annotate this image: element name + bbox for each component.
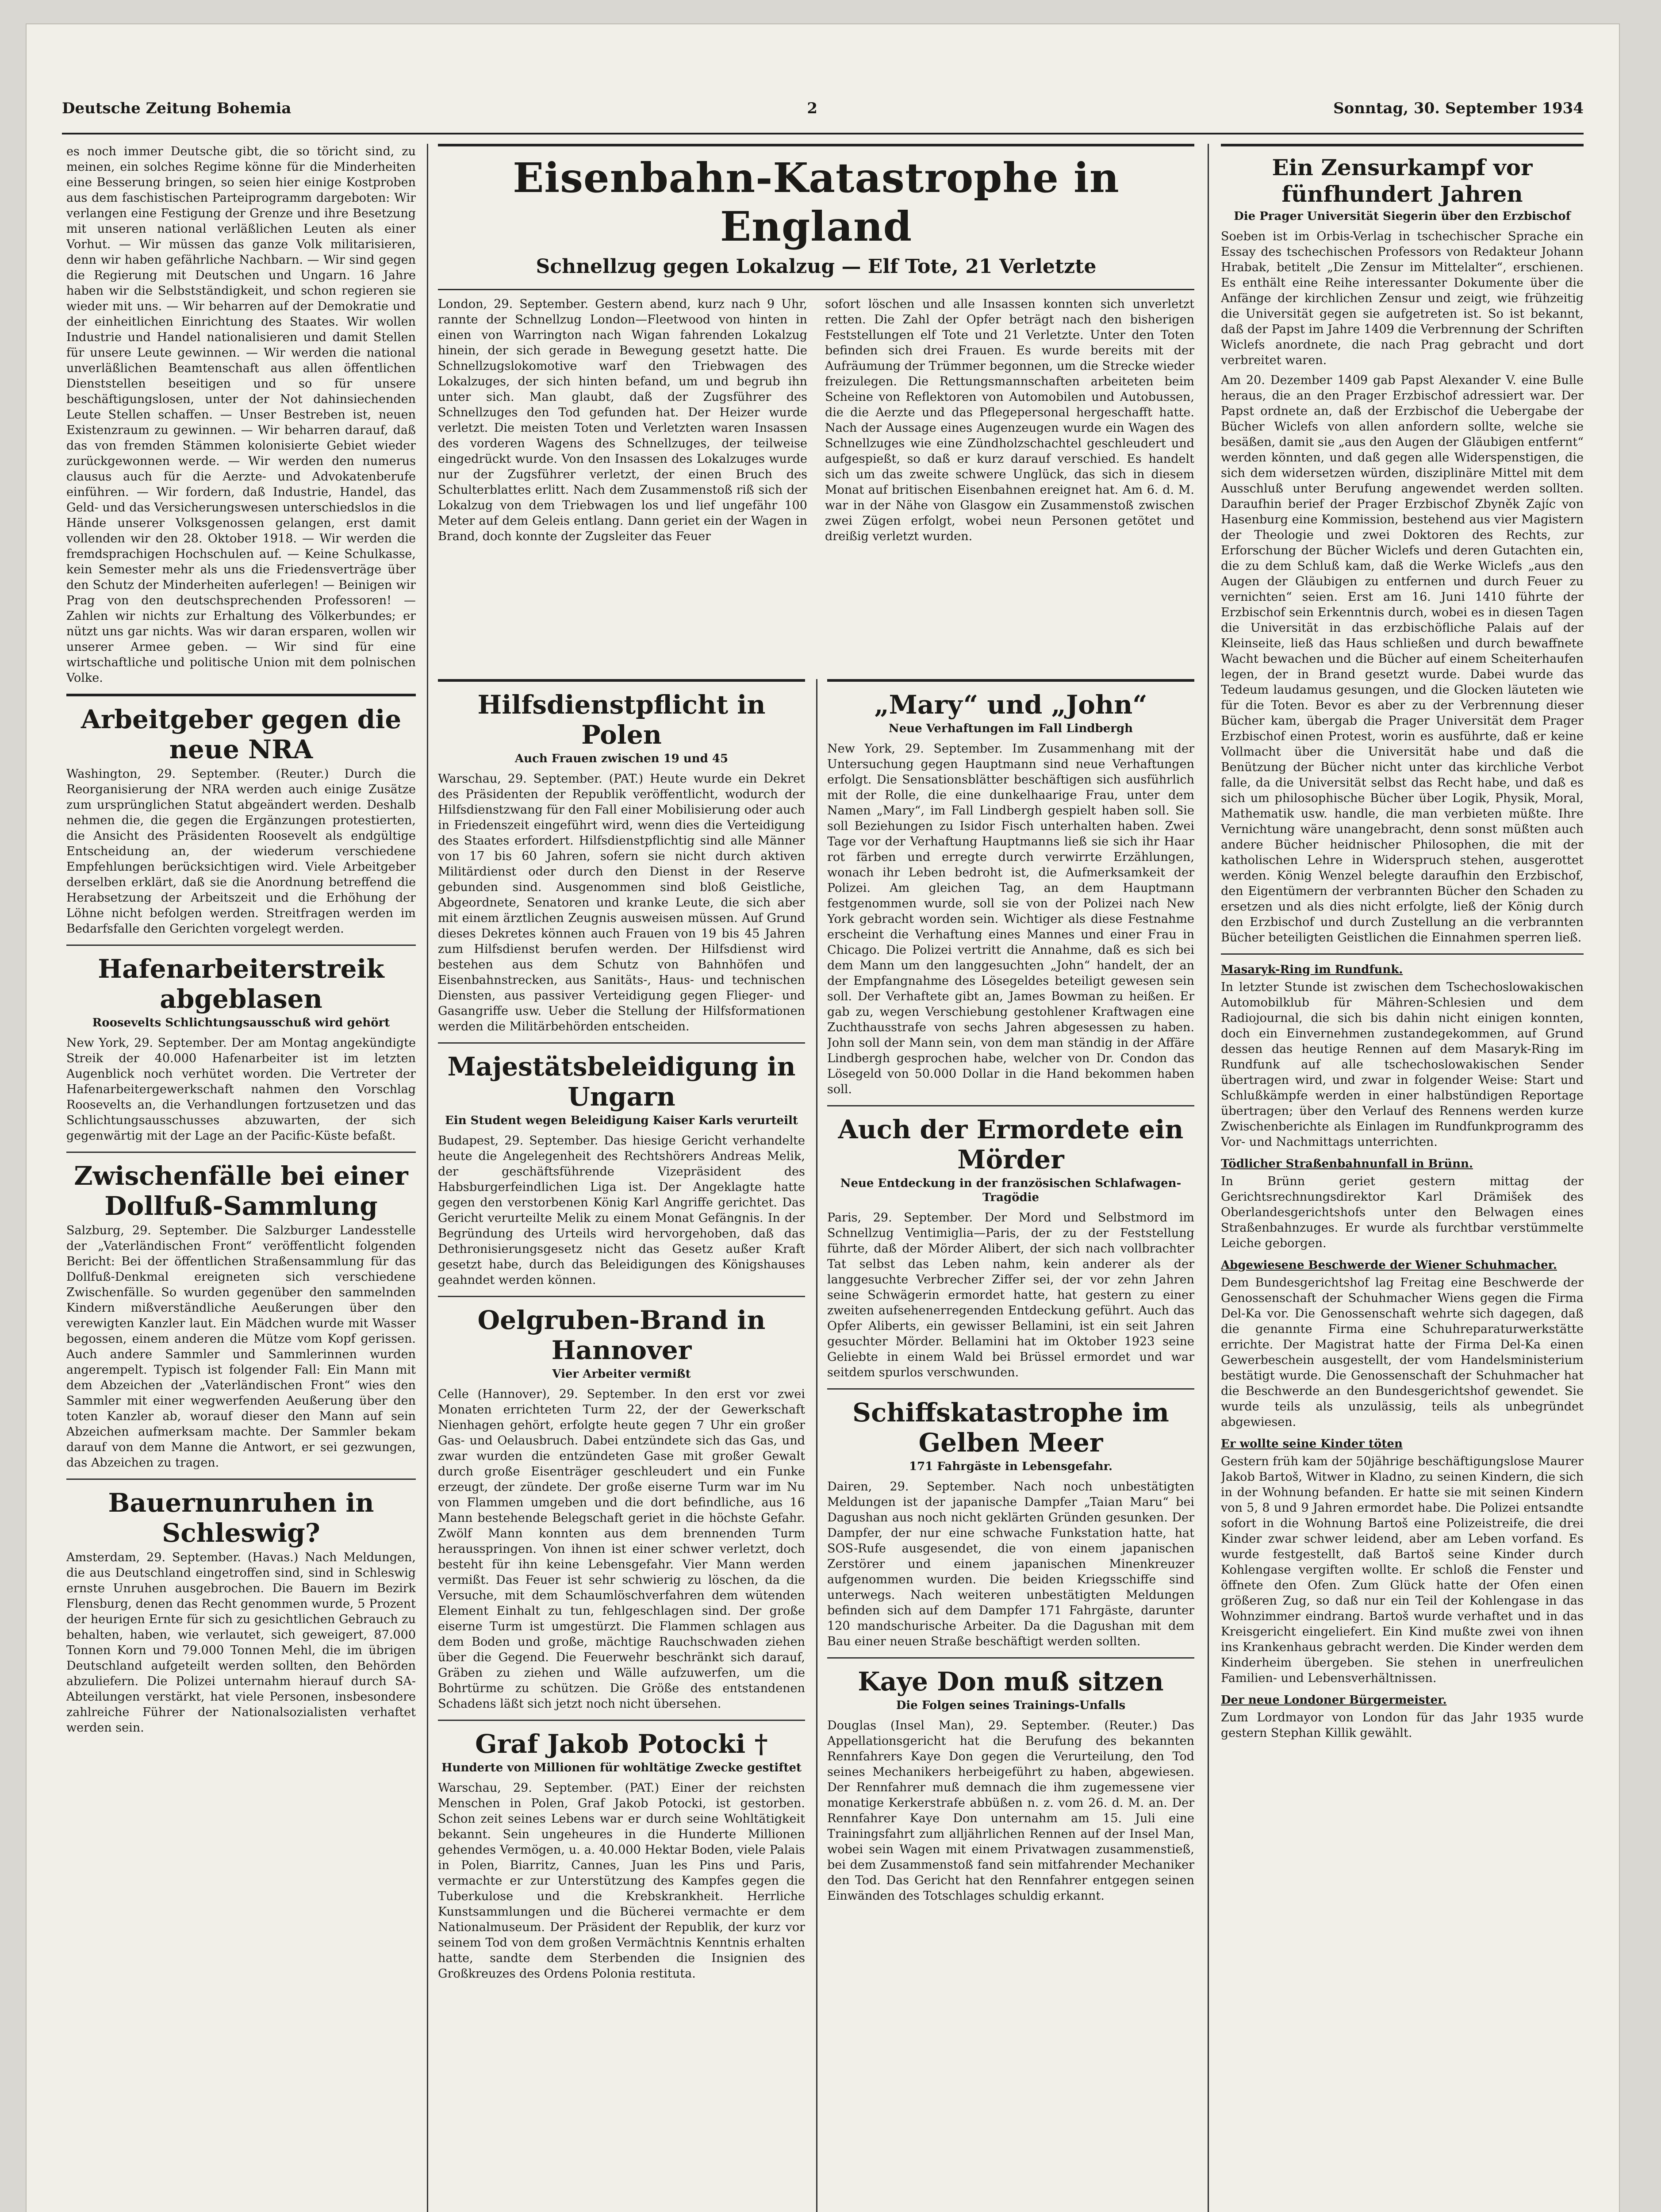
headline: Tödlicher Straßenbahnunfall in Brünn.	[1221, 1157, 1473, 1171]
headline: Abgewiesene Beschwerde der Wiener Schuhmacher.	[1221, 1259, 1557, 1272]
subheadline: Auch Frauen zwischen 19 und 45	[514, 752, 729, 765]
subheadline: 171 Fahrgäste in Lebensgefahr.	[909, 1460, 1112, 1473]
divider	[438, 1296, 805, 1297]
headline: „Mary“ und „John“	[874, 690, 1147, 720]
column-2b	[827, 679, 1194, 2212]
article-body: Dem Bundesgerichtshof lag Freitag eine Beschwerde der Genossenschaft der Schuhmacher Wiens gegen die Firma Del-Ka vor. Die Genossenschaft wehrte sich dagegen, daß die genannte Firma eine Schuhreparaturwerkstätte errichte. Der Magistrat hatte der Firma Del-Ka einen Gewerbeschein ausgestellt, der vom Handelsministerium bestätigt wurde. Die Genossenschaft der Schuhmacher hat die Beschwerde an den Bundesgerichtshof gewendet. Sie wurde teils als unzulässig, teils als unbegründet abgewiesen.	[1221, 1276, 1584, 1429]
issue-date: Sonntag, 30. September 1934	[1333, 100, 1584, 117]
lead-article	[438, 144, 1194, 670]
headline: Arbeitgeber gegen die neue NRA	[81, 704, 402, 764]
lead-subheadline: Schnellzug gegen Lokalzug — Elf Tote, 21 Verletzte	[536, 255, 1097, 278]
page-header	[62, 91, 1584, 126]
headline: Schiffskatastrophe im Gelben Meer	[852, 1398, 1169, 1458]
article-body: Salzburg, 29. September. Die Salzburger Landesstelle der „Vaterländischen Front“ veröffentlicht folgenden Bericht: Bei der öffentlichen Straßensammlung für das Dollfuß-Denkmal ereigneten sich verschiedene Zwischenfälle. So wurden gegenüber den sammelnden Kindern mißverständliche Aeußerungen über den verewigten Kanzler laut. Ein Mädchen wurde mit Wasser begossen, einem anderen die Mütze vom Kopf gerissen. Auch andere Sammler und Sammlerinnen wurden angerempelt. Typisch ist folgender Fall: Ein Mann mit dem Abzeichen der „Vaterländischen Front“ wies den Sammler mit einer wegwerfenden Aeußerung über den toten Kanzler ab, worauf dieser den Mann auf sein Abzeichen aufmerksam machte. Der Sammler bekam darauf von dem Manne die Antwort, er sei gezwungen, das Abzeichen zu tragen.	[66, 1224, 416, 1470]
column-divider	[427, 144, 428, 2212]
headline: Ein Zensurkampf vor fünfhundert Jahren	[1272, 154, 1533, 207]
divider	[827, 1105, 1194, 1106]
subheadline: Roosevelts Schlichtungsausschuß wird gehört	[92, 1016, 390, 1029]
header-rule	[62, 133, 1584, 134]
article-body: Douglas (Insel Man), 29. September. (Reuter.) Das Appellationsgericht hat die Berufung des bekannten Rennfahrers Kaye Don gegen die Verurteilung, den Tod seines Mechanikers herbeigeführt zu haben, abgewiesen. Der Rennfahrer muß demnach die ihm zugemessene vier monatige Kerkerstrafe abbüßen n. z. vom 26. d. M. an. Der Rennfahrer Kaye Don unternahm am 15. Juli eine Trainingsfahrt zum alljährlichen Rennen auf der Insel Man, wobei sein Wagen mit einem Privatwagen zusammenstieß, bei dem Zusammenstoß fand sein mitfahrender Mechaniker den Tod. Das Gericht hat den Rennfahrer entgegen seinen Einwänden des Totschlages schuldig erkannt.	[827, 1719, 1194, 1903]
newspaper-page	[27, 24, 1619, 2212]
article-body: London, 29. September. Gestern abend, kurz nach 9 Uhr, rannte der Schnellzug London—Fleetwood von hinten in einen von Warrington nach Wigan fahrenden Lokalzug hinein, der sich gerade in Bewegung gesetzt hatte. Die Schnellzugslokomotive warf den Triebwagen des Lokalzuges, der sich hinten befand, um und begrub ihn unter sich. Man glaubt, daß der Zugsführer des Schnellzuges den Tod gefunden hat. Der Heizer wurde verletzt. Die meisten Toten und Verletzten waren Insassen des vorderen Wagens des Schnellzuges, der teilweise eingedrückt wurde. Von den Insassen des Lokalzuges wurde nur der Zugsführer verletzt, der einen Bruch des Schulterblattes erlitt. Nach dem Zusammenstoß riß sich der Lokalzug von dem Triebwagen los und lief ungefähr 100 Meter auf dem Geleis entlang. Dann geriet ein der Wagen in Brand, doch konnte der Zugsleiter das Feuer	[438, 297, 807, 543]
headline: Graf Jakob Potocki †	[475, 1729, 768, 1759]
column-2a	[438, 679, 805, 2212]
divider	[438, 1720, 805, 1721]
subheadline: Ein Student wegen Beleidigung Kaiser Karls verurteilt	[445, 1114, 798, 1127]
column-3	[1221, 144, 1584, 2212]
divider	[1221, 144, 1584, 146]
article-body: Warschau, 29. September. (PAT.) Einer der reichsten Menschen in Polen, Graf Jakob Potocki, ist gestorben. Schon zeit seines Lebens war er durch seine Wohltätigkeit bekannt. Sein ungeheures in die Hunderte Millionen gehendes Vermögen, u. a. 40.000 Hektar Boden, viele Palais in Polen, Biarritz, Cannes, Juan les Pins und Paris, vermachte er zur Unterstützung des Kampfes gegen die Tuberkulose und die Krebskrankheit. Herrliche Kunstsammlungen und die Bücherei vermachte er dem Nationalmuseum. Der Präsident der Republik, der kurz vor seinem Tod von dem großen Vermächtnis Kenntnis erhalten hatte, sandte dem Sterbenden die Insignien des Großkreuzes des Ordens Polonia restituta.	[438, 1781, 805, 1981]
article-continuation: es noch immer Deutsche gibt, die so töricht sind, zu meinen, ein solches Regime könne für die Minderheiten eine Besserung bringen, so seien hier einige Kostproben aus dem faschistischen Parteiprogramm dargeboten: Wir verlangen eine Festigung der Grenze und ihre Besetzung mit unseren national verläßlichen Leuten als einer Vorhut. — Wir müssen das ganze Volk militarisieren, denn wir haben gefährliche Nachbarn. — Wir sind gegen die Regierung mit Deutschen und Ungarn. 16 Jahre haben wir die Selbstständigkeit, und schon regieren sie wieder mit uns. — Wir beharren auf der Demokratie und der einheitlichen Einrichtung des Staates. Wir wollen Industrie und Handel nationalisieren und damit Stellen für unsere Leute gewinnen. — Wir werden die national unverläßlichen Beamtenschaft aus allen öffentlichen Dienststellen beseitigen und so für unsere beschäftigungslosen, unter der Not dahinsiechenden Leute Stellen schaffen. — Unser Bestreben ist, neuen Existenzraum zu gewinnen. — Wir beharren darauf, daß das von fremden Stämmen kolonisierte Gebiet wieder zurückgewonnen werde. — Wir werden den numerus clausus auch für die Aerzte- und Advokatenberufe einführen. — Wir fordern, daß Industrie, Handel, das Geld- und das Versicherungswesen unterschiedslos in die Hände unserer Volksgenossen gelangen, erst damit vollenden wir den 28. Oktober 1918. — Wir werden die fremdsprachigen Hochschulen auf. — Keine Schulkasse, kein Semester mehr als uns die Friedensverträge über den Schutz der Minderheiten auferlegen! — Beinigen wir Prag von den deutschsprechenden Professoren! — Zahlen wir nichts zur Erhaltung des Völkerbundes; er nützt uns gar nichts. Was wir daran ersparen, wollen wir unserer Armee geben. — Wir sind für eine wirtschaftliche und politische Union mit dem polnischen Volke.	[66, 145, 416, 685]
subheadline: Hunderte von Millionen für wohltätige Zwecke gestiftet	[441, 1761, 802, 1774]
article-body: In Brünn geriet gestern mittag der Gerichtsrechnungsdirektor Karl Drämišek des Oberlandesgerichtshofs unter den Belwagen eines Straßenbahnzuges. Er wurde als furchtbar verstümmelte Leiche geborgen.	[1221, 1175, 1584, 1250]
divider	[438, 679, 805, 682]
lead-headline: Eisenbahn-Katastrophe in England	[513, 154, 1120, 250]
article-body: New York, 29. September. Im Zusammenhang mit der Untersuchung gegen Hauptmann sind neue Verhaftungen erfolgt. Die Sensationsblätter beschäftigen sich ausführlich mit der Rolle, die eine dunkelhaarige Frau, unter dem Namen „Mary“, im Fall Lindbergh gespielt haben soll. Sie soll Beziehungen zu Isidor Fisch unterhalten haben. Zwei Tage vor der Verhaftung Hauptmanns ließ sie sich ihr Haar rot färben und erregte durch verwirrte Erzählungen, wonach ihr Leben bedroht ist, die Aufmerksamkeit der Polizei. Am gleichen Tag, an dem Hauptmann festgenommen wurde, soll sie von der Polizei nach New York gebracht worden sein. Wichtiger als diese Festnahme erscheint die Verhaftung eines Mannes und einer Frau in Chicago. Die Polizei vertritt die Annahme, daß es sich bei dem Mann um den langgesuchten „John“ handelt, der an der Empfangnahme des Lösegeldes beteiligt gewesen sein soll. Der Verhaftete gibt an, James Bowman zu heißen. Er gab zu, wegen Verschiebung gestohlener Kraftwagen eine Zuchthausstrafe von sechs Jahren abgesessen zu haben. John soll der Mann sein, von dem man ständig in der Affäre Lindbergh gesprochen habe, welcher von Dr. Condon das Lösegeld von 50.000 Dollar in die Hand bekommen haben soll.	[827, 742, 1194, 1096]
divider	[438, 1042, 805, 1044]
article-body: Paris, 29. September. Der Mord und Selbstmord im Schnellzug Ventimiglia—Paris, der zu der Feststellung führte, daß der Mörder Alibert, der sich nach vollbrachter Tat selbst das Leben nahm, kein anderer als der langgesuchte Verbrecher Ziffer sei, der vor zehn Jahren seine Schwägerin ermordet hatte, hat gestern zu einer zweiten aufsehenerregenden Entdeckung geführt. Auch das Opfer Aliberts, ein gewisser Bellamini, ist ein seit Jahren gesuchter Mörder. Bellamini hat im Oktober 1923 seine Geliebte in einem Wald bei Brüssel ermordet und war seitdem spurlos verschwunden.	[827, 1211, 1194, 1379]
column-1	[66, 144, 416, 2212]
headline: Bauernunruhen in Schleswig?	[108, 1488, 374, 1548]
headline: Majestätsbeleidigung in Ungarn	[447, 1052, 796, 1112]
article-body: Dairen, 29. September. Nach noch unbestätigten Meldungen ist der japanische Dampfer „Taian Maru“ bei Dagushan aus noch nicht geklärten Gründen gesunken. Der Dampfer, der nur eine schwache Funkstation hatte, hat SOS-Rufe ausgesendet, die von einem japanischen Zerstörer und einem japanischen Minenkreuzer aufgenommen wurden. Die beiden Kriegsschiffe sind unterwegs. Nach weiteren unbestätigten Meldungen befinden sich auf dem Dampfer 171 Fahrgäste, darunter 120 mandschurische Arbeiter. Da die Dagushan mit dem Bau einer neuen Straße beschäftigt werden sollten.	[827, 1480, 1194, 1648]
article-body: Gestern früh kam der 50jährige beschäftigungslose Maurer Jakob Bartoš, Witwer in Kladno, zu seinen Kindern, die sich in der Wohnung befanden. Er hatte sie mit seinen Kindern von 5, 8 und 9 Jahren ermordet habe. Die Polizei entsandte sofort in die Wohnung Bartoš eine Polizeistreife, die drei Kinder zwar schwer leidend, aber am Leben vorfand. Es wurde festgestellt, daß Bartoš seine Kinder durch Kohlengase vergiften wollte. Er schloß die Fenster und öffnete den Ofen. Zum Glück hatte der Ofen einen größeren Zug, so daß nur ein Teil der Kohlengase in das Wohnzimmer eindrang. Bartoš wurde verhaftet und in das Kreisgericht eingeliefert. Ein Kind mußte zwei von ihnen ins Krankenhaus gebracht werden. Die Kinder werden dem Kinderheim übergeben. Sie stehen in unerfreulichen Familien- und Lebensverhältnissen.	[1221, 1455, 1584, 1685]
article-body: Zum Lordmayor von London für das Jahr 1935 wurde gestern Stephan Killik gewählt.	[1221, 1711, 1584, 1740]
article-body: Amsterdam, 29. September. (Havas.) Nach Meldungen, die aus Deutschland eingetroffen sind, sind in Schleswig ernste Unruhen ausgebrochen. Die Bauern im Bezirk Flensburg, denen das Recht genommen wurde, 5 Prozent der heurigen Ernte für sich zu gesichtlichen Gebrauch zu behalten, haben, wie verlautet, sich geweigert, 87.000 Tonnen Korn und 79.000 Tonnen Mehl, die im übrigen Deutschland aufgeteilt werden sollten, den Behörden abzuliefern. Die Polizei unternahm hierauf durch SA-Abteilungen verstärkt, hat viele Personen, insbesondere zahlreiche Führer der Nationalsozialisten verhaftet werden sein.	[66, 1551, 416, 1735]
headline: Er wollte seine Kinder töten	[1221, 1437, 1403, 1451]
article-body: Soeben ist im Orbis-Verlag in tschechischer Sprache ein Essay des tschechischen Professors von Redakteur Johann Hrabak, betitelt „Die Zensur im Mittelalter“, erschienen. Es enthält eine Reihe interessanter Dokumente über die Anfänge der kirchlichen Zensur und zeigt, wie frühzeitig die Universität gegen sie aufgetreten ist. So ist bekannt, daß der Papst im Jahre 1409 die Verbrennung der Schriften Wiclefs anordnete, die nach Prag gebracht und dort verbreitet waren.	[1221, 230, 1584, 367]
headline: Hilfsdienstpflicht in Polen	[477, 690, 766, 750]
subheadline: Vier Arbeiter vermißt	[552, 1367, 691, 1381]
subheadline: Neue Entdeckung in der französischen Schlafwagen-Tragödie	[840, 1177, 1181, 1204]
divider	[827, 679, 1194, 682]
headline: Oelgruben-Brand in Hannover	[477, 1305, 766, 1365]
masthead: Deutsche Zeitung Bohemia	[62, 100, 292, 117]
article-body: New York, 29. September. Der am Montag angekündigte Streik der 40.000 Hafenarbeiter ist im letzten Augenblick noch verhütet worden. Die Vertreter der Hafenarbeitergewerkschaft nahmen den Vorschlag Roosevelts an, die Verhandlungen fortzusetzen und das Schlichtungsausschusses abzuwarten, der sich gegenwärtig mit der Lage an der Pacific-Küste befaßt.	[66, 1036, 416, 1143]
article-body: In letzter Stunde ist zwischen dem Tschechoslowakischen Automobilklub für Mähren-Schlesien und dem Radiojournal, die sich bis dahin nicht einigen konnten, doch ein Einvernehmen zustandegekommen, auf Grund dessen das heutige Rennen auf dem Masaryk-Ring im Rundfunk auf alle tschechoslowakischen Sender übertragen wird, und zwar in folgender Weise: Start und Schlußkämpfe werden in einer halbstündigen Reportage übertragen; über den Verlauf des Rennens werden kurze Zwischenberichte als Einlagen im Rundfunkprogramm des Vor- und Nachmittags unterrichten.	[1221, 980, 1584, 1149]
headline: Masaryk-Ring im Rundfunk.	[1221, 963, 1403, 976]
divider	[827, 1657, 1194, 1659]
lead-body	[438, 296, 1194, 549]
divider	[66, 945, 416, 946]
subheadline: Neue Verhaftungen im Fall Lindbergh	[888, 722, 1133, 735]
divider	[1221, 953, 1584, 955]
divider	[66, 694, 416, 696]
lead-headline-box	[438, 144, 1194, 290]
subheadline: Die Folgen seines Trainings-Unfalls	[896, 1699, 1126, 1712]
headline: Kaye Don muß sitzen	[858, 1667, 1164, 1697]
page-number: 2	[807, 100, 818, 117]
divider	[66, 1479, 416, 1480]
headline: Zwischenfälle bei einer Dollfuß-Sammlung	[74, 1161, 408, 1221]
headline: Auch der Ermordete ein Mörder	[838, 1114, 1184, 1175]
column-divider	[1208, 144, 1209, 2212]
headline: Der neue Londoner Bürgermeister.	[1221, 1694, 1447, 1707]
article-body: Am 20. Dezember 1409 gab Papst Alexander V. eine Bulle heraus, die an den Prager Erzbischof adressiert war. Der Papst ordnete an, daß der Erzbischof die Uebergabe der Bücher Wiclefs von allen anfordern sollte, welche sie besäßen, damit sie „aus den Augen der Gläubigen entfernt“ werden könnten, und daß gegen alle Widerspenstigen, die sich dem widersetzen würden, disziplinäre Mittel mit dem Ausschluß unter Berufung angewendet werden sollten. Daraufhin berief der Prager Erzbischof Zbyněk Zajíc von Hasenburg eine Kommission, bestehend aus vier Magistern der Theologie und zwei Doktoren des Rechts, zur Erforschung der Bücher Wiclefs und deren Gutachten ein, die zu dem Schluß kam, daß die Werke Wiclefs „aus den Augen der Gläubigen zu entfernen und durch Feuer zu vernichten“ seien. Erst am 16. Juni 1410 führte der Erzbischof sein Erkenntnis durch, wobei es in diesen Tagen die Universität in das erzbischöfliche Palais auf der Kleinseite, ließ das Haus schließen und durch bewaffnete Wacht bewachen und die Bücher auf einem Scheiterhaufen legen, der in Brand gesetzt wurde. Dabei wurde das Tedeum laudamus gesungen, und die Glocken läuteten wie für die Toten. Bevor es aber zu der Verbrennung dieser Bücher kam, übergab die Prager Universität dem Prager Erzbischof einen Protest, worin es ausführte, daß er keine Vollmacht über die Universität habe und daß die Benützung der Bücher nicht unter das kirchliche Verbot falle, da die Universität selbst das Recht habe, und daß es sich um philosophische Bücher über Logik, Physik, Moral, Mathematik usw. handle, die man verbieten müßte. Ihre Vernichtung wäre unangebracht, denn sonst müßten auch andere Bücher heidnischer Philosophen, die mit der katholischen Lehre in Widerspruch stehen, ausgerottet werden. König Wenzel belegte daraufhin den Erzbischof, den Eigentümern der verbrannten Bücher den Schaden zu ersetzen und als dies nicht erfolgte, ließ der König durch den Erzbischof und durch Zustellung an die verbrannten Bücher beteiligten Geistlichen die Einnahmen sperren ließ.	[1221, 373, 1584, 945]
column-divider	[816, 679, 817, 2212]
headline: Hafenarbeiterstreik abgeblasen	[98, 954, 384, 1014]
article-body: Warschau, 29. September. (PAT.) Heute wurde ein Dekret des Präsidenten der Republik veröffentlicht, wodurch der Hilfsdienstzwang für den Fall einer Mobilisierung oder auch in Friedenszeit eingeführt wird, wenn dies die Verteidigung des Staates erfordert. Hilfsdienstpflichtig sind alle Männer von 17 bis 60 Jahren, sofern sie nicht durch aktiven Militärdienst oder durch den Dienst in der Reserve gebunden sind. Ausgenommen sind bloß Geistliche, Abgeordnete, Senatoren und kranke Leute, die sich aber mit einem ärztlichen Zeugnis ausweisen müssen. Auf Grund dieses Dekretes können auch Frauen von 19 bis 45 Jahren zum Hilfsdienst berufen werden. Der Hilfsdienst wird bestehen aus dem Schutz von Bahnhöfen und Eisenbahnstrecken, aus Sanitäts-, Haus- und technischen Diensten, aus passiver Verteidigung gegen Flieger- und Gasangriffe usw. Ueber die Stellung der Hilfsformationen werden die Militärbehörden entscheiden.	[438, 772, 805, 1033]
divider	[827, 1388, 1194, 1390]
subheadline: Die Prager Universität Siegerin über den Erzbischof	[1234, 210, 1571, 223]
article-body: Washington, 29. September. (Reuter.) Durch die Reorganisierung der NRA werden auch einige Zusätze zum ursprünglichen Statut abgeändert werden. Deshalb nehmen die, die gegen die Ergänzungen protestierten, die Ansicht des Präsidenten Roosevelt als endgültige Entscheidung an, der wiederum verschiedene Empfehlungen berücksichtigen wird. Viele Arbeitgeber derselben erklärt, daß sie die Anordnung betreffend die Herabsetzung der Arbeitszeit und die Erhöhung der Löhne nicht befolgen werden. Streitfragen werden im Bedarfsfalle den Gerichten vorgelegt werden.	[66, 767, 416, 936]
article-body: Budapest, 29. September. Das hiesige Gericht verhandelte heute die Angelegenheit des Rechtshörers Andreas Melik, der geschäftsführende Vizepräsident des Habsburgerfeindlichen Liga ist. Der Angeklagte hatte gegen den verstorbenen König Karl Angriffe gerichtet. Das Gericht verurteilte Melik zu einem Monat Gefängnis. In der Begründung des Urteils wird hervorgehoben, daß das Dethronisierungsgesetz nicht das Gesetz außer Kraft gesetzt habe, durch das Beleidigungen des Königshauses geahndet werden können.	[438, 1134, 805, 1287]
article-body: sofort löschen und alle Insassen konnten sich unverletzt retten. Die Zahl der Opfer beträgt nach den bisherigen Feststellungen elf Tote und 21 Verletzte. Unter den Toten befinden sich drei Frauen. Es wurde bereits mit der Aufräumung der Trümmer begonnen, um die Strecke wieder freizulegen. Die Rettungsmannschaften arbeiteten beim Scheine von Reflektoren von Automobilen und Autobussen, die die Aerzte und das Pflegepersonal hergeschafft hatte. Nach der Aussage eines Augenzeugen wurde ein Wagen des Schnellzuges wie eine Zündholzschachtel geschleudert und aufgespießt, so daß er kurz darauf verschied. Es handelt sich um das zweite schwere Unglück, das sich in diesem Monat auf britischen Eisenbahnen ereignet hat. Am 6. d. M. war in der Nähe von Glasgow ein Zusammenstoß zwischen zwei Zügen erfolgt, wobei neun Personen getötet und dreißig verletzt wurden.	[825, 297, 1194, 543]
article-body: Celle (Hannover), 29. September. In den erst vor zwei Monaten errichteten Turm 22, der der Gewerkschaft Nienhagen gehört, erfolgte heute gegen 7 Uhr ein großer Gas- und Oelausbruch. Dabei entzündete sich das Gas, und zwar wurden die entzündeten Gase mit großer Gewalt durch große Eisenträger geschleudert und ein Funke erzeugt, der zündete. Der große eiserne Turm war im Nu von Flammen umgeben und die dort befindliche, aus 16 Mann bestehende Belegschaft geriet in die höchste Gefahr. Zwölf Mann konnten aus dem brennenden Turm herausspringen. Von ihnen ist einer schwer verletzt, doch besteht für ihn keine Lebensgefahr. Vier Mann werden vermißt. Das Feuer ist sehr schwierig zu löschen, da die Versuche, mit dem Schaumlöschverfahren dem wütenden Element Einhalt zu tun, fehlgeschlagen sind. Der große eiserne Turm ist umgestürzt. Die Flammen schlagen aus dem Boden und große, mächtige Rauchschwaden ziehen über die Gegend. Die Feuerwehr beschränkt sich darauf, Gräben zu ziehen und Wälle aufzuwerfen, um die Bohrtürme zu schützen. Die Größe des entstandenen Schadens läßt sich jetzt noch nicht übersehen.	[438, 1387, 805, 1711]
divider	[66, 1152, 416, 1153]
